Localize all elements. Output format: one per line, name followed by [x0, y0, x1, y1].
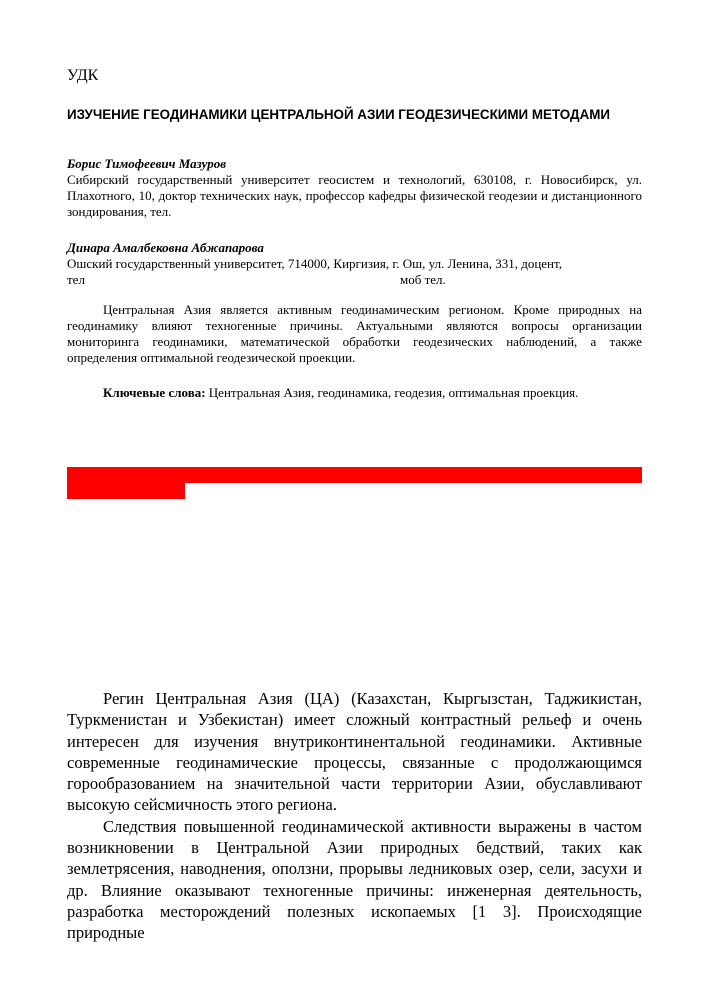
author-name-2: Динара Амалбековна Абжапарова [67, 240, 264, 255]
author-affiliation-2: Ошский государственный университет, 714000, Киргизия, г. Ош, ул. Ленина, 331, доцент, [67, 256, 562, 271]
abstract: Центральная Азия является активным геодинамическим регионом. Кроме природных на геодинамику влияют техногенные причины. Актуальными являются вопросы организации мониторинга геодинамики, математической обработки геодезических наблюдений, а также определения оптимальной геодезической проекции. [67, 302, 642, 365]
author-block-1 [67, 156, 642, 220]
author-affiliation-1: Сибирский государственный университет геосистем и технологий, 630108, г. Новосибирск, ул. Плахотного, 10, доктор технических наук, профессор кафедры физической геодезии и дистанционного зондирования, тел. [67, 172, 642, 219]
paper-title: ИЗУЧЕНИЕ ГЕОДИНАМИКИ ЦЕНТРАЛЬНОЙ АЗИИ ГЕОДЕЗИЧЕСКИМИ МЕТОДАМИ [67, 107, 611, 122]
author-phone-label-2: тел [67, 272, 85, 287]
body-text [67, 688, 642, 944]
author-name-1: Борис Тимофеевич Мазуров [67, 156, 226, 171]
udk-label: УДК [67, 67, 99, 84]
author-block-2 [67, 240, 642, 287]
keywords-text: Центральная Азия, геодинамика, геодезия, оптимальная проекция. [205, 385, 579, 400]
body-paragraph-2: Следствия повышенной геодинамической активности выражены в частом возникновении в Центральной Азии природных бедствий, таких как землетрясения, наводнения, оползни, прорывы ледниковых озер, сели, засухи и др. Влияние оказывают техногенные причины: инженерная деятельность, разработка месторождений полезных ископаемых [1 3]. Происходящие природные [67, 816, 642, 943]
body-paragraph-1: Регин Центральная Азия (ЦА) (Казахстан, Кыргызстан, Таджикистан, Туркменистан и Узбекистан) имеет сложный контрастный рельеф и очень интересен для изучения внутриконтинентальной геодинамики. Активные современные геодинамические процессы, связанные с продолжающимся горообразованием на значительной части территории Азии, обуславливают высокую сейсмичность этого региона. [67, 689, 642, 815]
author-mobile-label-2: моб тел. [400, 272, 446, 287]
keywords [103, 385, 643, 401]
red-banner-bar [67, 467, 642, 483]
keywords-label: Ключевые слова: [103, 385, 206, 400]
red-banner-tab [67, 483, 185, 499]
